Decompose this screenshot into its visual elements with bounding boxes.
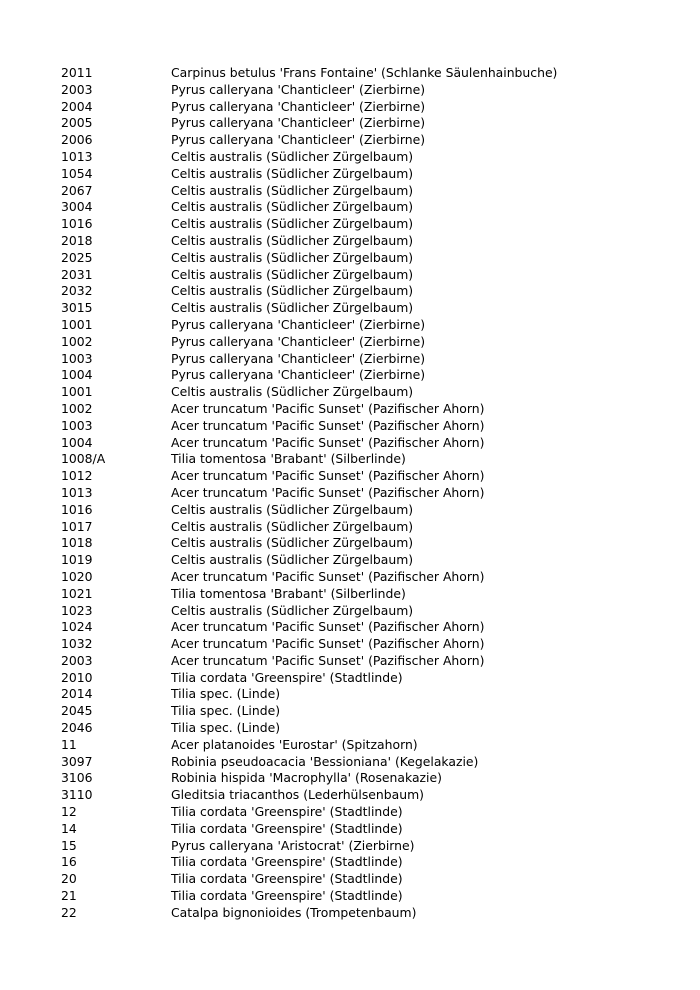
tree-number-cell: 3015	[61, 300, 93, 316]
tree-species-cell: Celtis australis (Südlicher Zürgelbaum)	[171, 182, 414, 198]
tree-species-cell: Tilia cordata 'Greenspire' (Stadtlinde)	[171, 669, 403, 685]
tree-species-cell: Celtis australis (Südlicher Zürgelbaum)	[171, 165, 414, 181]
table-row	[61, 283, 681, 300]
tree-number-cell: 16	[61, 854, 77, 870]
table-row	[61, 838, 681, 855]
tree-species-cell: Pyrus calleryana 'Chanticleer' (Zierbirne)	[171, 350, 426, 366]
tree-number-cell: 1012	[61, 468, 93, 484]
table-row	[61, 418, 681, 435]
tree-number-cell: 22	[61, 904, 77, 920]
tree-number-cell: 20	[61, 871, 77, 887]
table-row	[61, 334, 681, 351]
tree-species-cell: Tilia tomentosa 'Brabant' (Silberlinde)	[171, 451, 406, 467]
table-row	[61, 535, 681, 552]
table-row	[61, 636, 681, 653]
table-row	[61, 384, 681, 401]
tree-species-cell: Celtis australis (Südlicher Zürgelbaum)	[171, 216, 414, 232]
tree-species-cell: Pyrus calleryana 'Chanticleer' (Zierbirne)	[171, 81, 426, 97]
tree-number-cell: 1001	[61, 384, 93, 400]
tree-species-cell: Pyrus calleryana 'Aristocrat' (Zierbirne)	[171, 837, 415, 853]
table-row	[61, 821, 681, 838]
table-row	[61, 686, 681, 703]
tree-number-cell: 1003	[61, 417, 93, 433]
tree-number-cell: 1054	[61, 165, 93, 181]
tree-species-cell: Tilia spec. (Linde)	[171, 720, 281, 736]
tree-species-cell: Robinia hispida 'Macrophylla' (Rosenakazie)	[171, 770, 442, 786]
table-row	[61, 99, 681, 116]
table-row	[61, 300, 681, 317]
tree-number-cell: 1019	[61, 552, 93, 568]
tree-species-cell: Pyrus calleryana 'Chanticleer' (Zierbirne)	[171, 115, 426, 131]
tree-number-cell: 1016	[61, 216, 93, 232]
tree-number-cell: 2025	[61, 249, 93, 265]
tree-number-cell: 3110	[61, 787, 93, 803]
table-row	[61, 854, 681, 871]
tree-species-cell: Acer truncatum 'Pacific Sunset' (Pazifischer Ahorn)	[171, 400, 485, 416]
tree-list-table	[61, 65, 681, 922]
tree-number-cell: 1032	[61, 636, 93, 652]
tree-number-cell: 2005	[61, 115, 93, 131]
tree-number-cell: 2031	[61, 266, 93, 282]
tree-number-cell: 1002	[61, 400, 93, 416]
tree-species-cell: Celtis australis (Südlicher Zürgelbaum)	[171, 501, 414, 517]
tree-number-cell: 11	[61, 736, 77, 752]
tree-number-cell: 1024	[61, 619, 93, 635]
table-row	[61, 166, 681, 183]
tree-species-cell: Acer truncatum 'Pacific Sunset' (Pazifischer Ahorn)	[171, 417, 485, 433]
tree-species-cell: Acer truncatum 'Pacific Sunset' (Pazifischer Ahorn)	[171, 568, 485, 584]
tree-species-cell: Celtis australis (Südlicher Zürgelbaum)	[171, 300, 414, 316]
table-row	[61, 804, 681, 821]
tree-species-cell: Carpinus betulus 'Frans Fontaine' (Schlanke Säulenhainbuche)	[171, 65, 558, 80]
tree-number-cell: 1017	[61, 518, 93, 534]
table-row	[61, 199, 681, 216]
table-row	[61, 720, 681, 737]
table-row	[61, 502, 681, 519]
tree-species-cell: Tilia tomentosa 'Brabant' (Silberlinde)	[171, 585, 406, 601]
table-row	[61, 871, 681, 888]
tree-species-cell: Celtis australis (Südlicher Zürgelbaum)	[171, 266, 414, 282]
tree-species-cell: Tilia cordata 'Greenspire' (Stadtlinde)	[171, 888, 403, 904]
table-row	[61, 888, 681, 905]
tree-species-cell: Celtis australis (Südlicher Zürgelbaum)	[171, 384, 414, 400]
tree-number-cell: 15	[61, 837, 77, 853]
table-row	[61, 703, 681, 720]
tree-number-cell: 1020	[61, 568, 93, 584]
tree-species-cell: Celtis australis (Südlicher Zürgelbaum)	[171, 148, 414, 164]
tree-species-cell: Acer truncatum 'Pacific Sunset' (Pazifischer Ahorn)	[171, 619, 485, 635]
tree-species-cell: Tilia spec. (Linde)	[171, 703, 281, 719]
tree-species-cell: Tilia cordata 'Greenspire' (Stadtlinde)	[171, 804, 403, 820]
tree-number-cell: 1023	[61, 602, 93, 618]
tree-number-cell: 1013	[61, 484, 93, 500]
tree-species-cell: Celtis australis (Südlicher Zürgelbaum)	[171, 518, 414, 534]
table-row	[61, 132, 681, 149]
tree-number-cell: 2018	[61, 232, 93, 248]
tree-number-cell: 1002	[61, 333, 93, 349]
tree-species-cell: Celtis australis (Südlicher Zürgelbaum)	[171, 602, 414, 618]
tree-species-cell: Pyrus calleryana 'Chanticleer' (Zierbirne)	[171, 333, 426, 349]
tree-number-cell: 2067	[61, 182, 93, 198]
tree-number-cell: 3106	[61, 770, 93, 786]
tree-number-cell: 21	[61, 888, 77, 904]
tree-species-cell: Celtis australis (Südlicher Zürgelbaum)	[171, 552, 414, 568]
tree-species-cell: Celtis australis (Südlicher Zürgelbaum)	[171, 232, 414, 248]
tree-species-cell: Gleditsia triacanthos (Lederhülsenbaum)	[171, 787, 424, 803]
tree-number-cell: 2045	[61, 703, 93, 719]
tree-number-cell: 1013	[61, 148, 93, 164]
table-row	[61, 787, 681, 804]
table-row	[61, 670, 681, 687]
table-row	[61, 737, 681, 754]
tree-species-cell: Tilia spec. (Linde)	[171, 686, 281, 702]
tree-number-cell: 2046	[61, 720, 93, 736]
table-row	[61, 317, 681, 334]
table-row	[61, 586, 681, 603]
table-row	[61, 250, 681, 267]
tree-number-cell: 1003	[61, 350, 93, 366]
tree-number-cell: 14	[61, 820, 77, 836]
table-row	[61, 770, 681, 787]
table-row	[61, 653, 681, 670]
tree-number-cell: 1021	[61, 585, 93, 601]
table-row	[61, 82, 681, 99]
tree-species-cell: Celtis australis (Südlicher Zürgelbaum)	[171, 535, 414, 551]
tree-number-cell: 1001	[61, 316, 93, 332]
tree-species-cell: Celtis australis (Südlicher Zürgelbaum)	[171, 199, 414, 215]
tree-number-cell: 1008/A	[61, 451, 106, 467]
tree-species-cell: Acer truncatum 'Pacific Sunset' (Pazifischer Ahorn)	[171, 636, 485, 652]
table-row	[61, 485, 681, 502]
tree-species-cell: Acer truncatum 'Pacific Sunset' (Pazifischer Ahorn)	[171, 468, 485, 484]
tree-species-cell: Pyrus calleryana 'Chanticleer' (Zierbirne)	[171, 132, 426, 148]
tree-number-cell: 2003	[61, 652, 93, 668]
tree-number-cell: 1004	[61, 367, 93, 383]
tree-number-cell: 1004	[61, 434, 93, 450]
table-row	[61, 149, 681, 166]
tree-number-cell: 12	[61, 804, 77, 820]
table-row	[61, 552, 681, 569]
tree-number-cell: 2014	[61, 686, 93, 702]
table-row	[61, 468, 681, 485]
tree-species-cell: Robinia pseudoacacia 'Bessioniana' (Kegelakazie)	[171, 753, 479, 769]
tree-species-cell: Celtis australis (Südlicher Zürgelbaum)	[171, 249, 414, 265]
tree-number-cell: 1016	[61, 501, 93, 517]
tree-species-cell: Tilia cordata 'Greenspire' (Stadtlinde)	[171, 871, 403, 887]
tree-species-cell: Pyrus calleryana 'Chanticleer' (Zierbirne)	[171, 316, 426, 332]
tree-species-cell: Acer truncatum 'Pacific Sunset' (Pazifischer Ahorn)	[171, 484, 485, 500]
tree-number-cell: 2004	[61, 98, 93, 114]
table-row	[61, 603, 681, 620]
table-row	[61, 183, 681, 200]
tree-species-cell: Acer platanoides 'Eurostar' (Spitzahorn)	[171, 736, 418, 752]
tree-species-cell: Pyrus calleryana 'Chanticleer' (Zierbirne)	[171, 367, 426, 383]
table-row	[61, 905, 681, 922]
tree-species-cell: Pyrus calleryana 'Chanticleer' (Zierbirne)	[171, 98, 426, 114]
table-row	[61, 619, 681, 636]
table-row	[61, 519, 681, 536]
table-row	[61, 367, 681, 384]
tree-number-cell: 3004	[61, 199, 93, 215]
table-row	[61, 267, 681, 284]
tree-number-cell: 2003	[61, 81, 93, 97]
tree-species-cell: Acer truncatum 'Pacific Sunset' (Pazifischer Ahorn)	[171, 652, 485, 668]
tree-number-cell: 3097	[61, 753, 93, 769]
table-row	[61, 435, 681, 452]
tree-number-cell: 2011	[61, 65, 93, 80]
tree-species-cell: Catalpa bignonioides (Trompetenbaum)	[171, 904, 417, 920]
tree-number-cell: 1018	[61, 535, 93, 551]
table-row	[61, 65, 681, 82]
tree-number-cell: 2010	[61, 669, 93, 685]
tree-species-cell: Acer truncatum 'Pacific Sunset' (Pazifischer Ahorn)	[171, 434, 485, 450]
tree-species-cell: Tilia cordata 'Greenspire' (Stadtlinde)	[171, 854, 403, 870]
table-row	[61, 115, 681, 132]
table-row	[61, 351, 681, 368]
table-row	[61, 451, 681, 468]
tree-species-cell: Celtis australis (Südlicher Zürgelbaum)	[171, 283, 414, 299]
table-row	[61, 569, 681, 586]
table-row	[61, 401, 681, 418]
tree-number-cell: 2032	[61, 283, 93, 299]
tree-species-cell: Tilia cordata 'Greenspire' (Stadtlinde)	[171, 820, 403, 836]
table-row	[61, 754, 681, 771]
tree-number-cell: 2006	[61, 132, 93, 148]
table-row	[61, 216, 681, 233]
table-row	[61, 233, 681, 250]
